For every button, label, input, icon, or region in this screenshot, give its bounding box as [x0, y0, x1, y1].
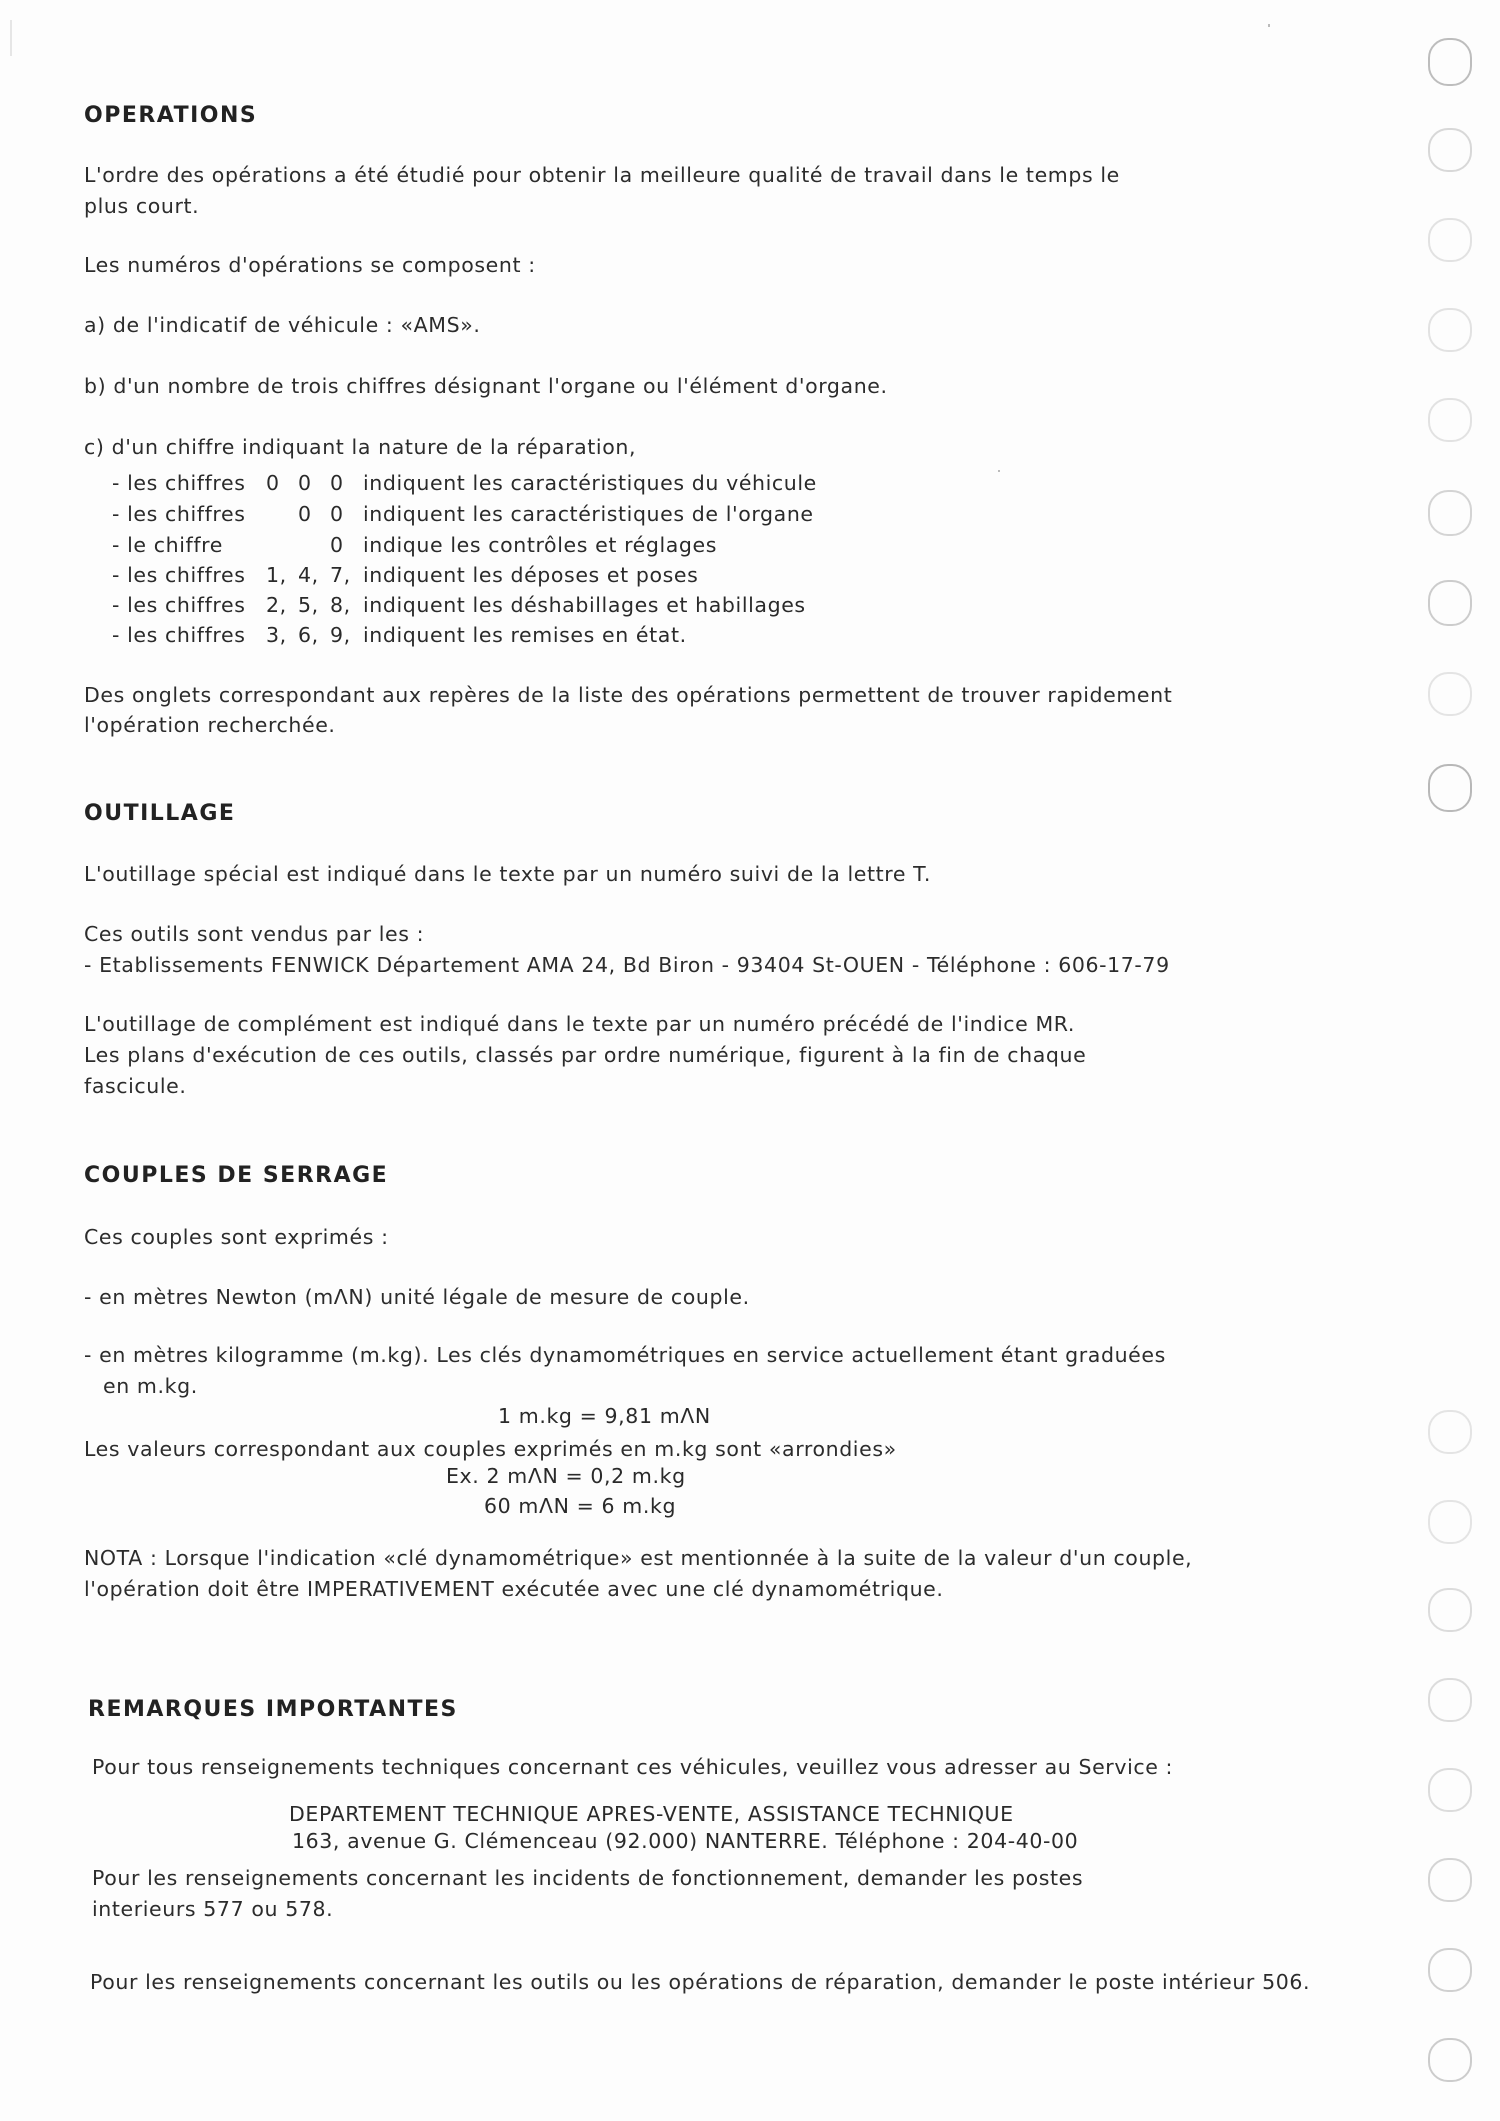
binder-hole [1428, 218, 1472, 262]
binder-hole [1428, 1858, 1472, 1902]
binder-hole [1428, 1588, 1472, 1632]
digit-prefix: - les chiffres [112, 623, 246, 647]
section-title-remarques: REMARQUES IMPORTANTES [88, 1697, 458, 1722]
binder-hole [1428, 128, 1472, 172]
digit-prefix: - les chiffres [112, 502, 246, 526]
binder-hole [1428, 308, 1472, 352]
digit-value: 2, [266, 593, 287, 617]
digit-value: 5, [298, 593, 319, 617]
operations-tabs-line2: l'opération recherchée. [84, 713, 336, 737]
couples-conversion: 1 m.kg = 9,81 mΛN [498, 1404, 711, 1428]
binder-hole [1428, 672, 1472, 716]
remarques-tools: Pour les renseignements concernant les outils ou les opérations de réparation, demander le poste intérieur 506. [90, 1970, 1311, 1994]
outillage-plans-line1: Les plans d'exécution de ces outils, classés par ordre numérique, figurent à la fin de chaque [84, 1043, 1087, 1067]
digit-value: 0 [298, 471, 312, 495]
binder-hole [1428, 1500, 1472, 1544]
digit-value: 1, [266, 563, 287, 587]
digit-description: indiquent les caractéristiques du véhicule [363, 471, 817, 495]
digit-value: 4, [298, 563, 319, 587]
couples-rounded: Les valeurs correspondant aux couples exprimés en m.kg sont «arrondies» [84, 1437, 897, 1461]
couples-example-1: Ex. 2 mΛN = 0,2 m.kg [446, 1464, 686, 1488]
scan-mark [1268, 24, 1270, 27]
couples-expressed: Ces couples sont exprimés : [84, 1225, 389, 1249]
digit-value: 0 [330, 502, 344, 526]
digit-prefix: - les chiffres [112, 471, 246, 495]
digit-value: 0 [266, 471, 280, 495]
couples-kg-line1: - en mètres kilogramme (m.kg). Les clés dynamométriques en service actuellement étant graduées [84, 1343, 1166, 1367]
binder-hole [1428, 1768, 1472, 1812]
binder-hole [1428, 1948, 1472, 1992]
couples-example-2: 60 mΛN = 6 m.kg [484, 1494, 677, 1518]
digit-value: 0 [298, 502, 312, 526]
digit-value: 6, [298, 623, 319, 647]
binder-hole [1428, 1410, 1472, 1454]
digit-prefix: - les chiffres [112, 563, 246, 587]
remarques-incidents-line2: interieurs 577 ou 578. [92, 1897, 334, 1921]
binder-hole [1428, 580, 1472, 626]
digit-prefix: - le chiffre [112, 533, 223, 557]
operations-tabs-line1: Des onglets correspondant aux repères de la liste des opérations permettent de trouver rapidement [84, 683, 1173, 707]
digit-value: 9, [330, 623, 351, 647]
digit-value: 0 [330, 471, 344, 495]
scan-mark [10, 20, 12, 56]
digit-prefix: - les chiffres [112, 593, 246, 617]
binder-hole [1428, 1678, 1472, 1722]
section-title-outillage: OUTILLAGE [84, 801, 236, 826]
couples-nota-line2: l'opération doit être IMPERATIVEMENT exécutée avec une clé dynamométrique. [84, 1577, 944, 1601]
remarques-department: DEPARTEMENT TECHNIQUE APRES-VENTE, ASSISTANCE TECHNIQUE [289, 1802, 1014, 1826]
operations-intro-line2: plus court. [84, 194, 200, 218]
binder-hole [1428, 2038, 1472, 2082]
digit-description: indiquent les déshabillages et habillages [363, 593, 806, 617]
operations-item-a: a) de l'indicatif de véhicule : «AMS». [84, 313, 481, 337]
operations-intro-line1: L'ordre des opérations a été étudié pour obtenir la meilleure qualité de travail dans le temps le [84, 163, 1120, 187]
outillage-complement: L'outillage de complément est indiqué dans le texte par un numéro précédé de l'indice MR. [84, 1012, 1075, 1036]
operations-compose: Les numéros d'opérations se composent : [84, 253, 536, 277]
outillage-supplier: - Etablissements FENWICK Département AMA 24, Bd Biron - 93404 St-OUEN - Téléphone : 606-17-79 [84, 953, 1170, 977]
digit-value: 3, [266, 623, 287, 647]
digit-value: 7, [330, 563, 351, 587]
binder-hole [1428, 38, 1472, 86]
couples-newton: - en mètres Newton (mΛN) unité légale de mesure de couple. [84, 1285, 750, 1309]
digit-value: 8, [330, 593, 351, 617]
digit-description: indiquent les caractéristiques de l'organe [363, 502, 814, 526]
remarques-incidents-line1: Pour les renseignements concernant les incidents de fonctionnement, demander les postes [92, 1866, 1084, 1890]
binder-hole [1428, 398, 1472, 442]
digit-description: indiquent les remises en état. [363, 623, 687, 647]
digit-value: 0 [330, 533, 344, 557]
remarques-address: 163, avenue G. Clémenceau (92.000) NANTERRE. Téléphone : 204-40-00 [292, 1829, 1079, 1853]
section-title-couples: COUPLES DE SERRAGE [84, 1163, 389, 1188]
couples-kg-line2: en m.kg. [103, 1374, 198, 1398]
binder-hole [1428, 490, 1472, 536]
operations-item-b: b) d'un nombre de trois chiffres désignant l'organe ou l'élément d'organe. [84, 374, 888, 398]
section-title-operations: OPERATIONS [84, 103, 258, 128]
remarques-info: Pour tous renseignements techniques concernant ces véhicules, veuillez vous adresser au Service : [92, 1755, 1174, 1779]
couples-nota-line1: NOTA : Lorsque l'indication «clé dynamométrique» est mentionnée à la suite de la valeur d'un couple, [84, 1546, 1193, 1570]
outillage-sold-by: Ces outils sont vendus par les : [84, 922, 425, 946]
outillage-special: L'outillage spécial est indiqué dans le texte par un numéro suivi de la lettre T. [84, 862, 931, 886]
digit-description: indiquent les déposes et poses [363, 563, 699, 587]
binder-hole [1428, 764, 1472, 812]
outillage-plans-line2: fascicule. [84, 1074, 187, 1098]
scan-mark [998, 470, 1000, 472]
digit-description: indique les contrôles et réglages [363, 533, 718, 557]
operations-item-c: c) d'un chiffre indiquant la nature de la réparation, [84, 435, 637, 459]
